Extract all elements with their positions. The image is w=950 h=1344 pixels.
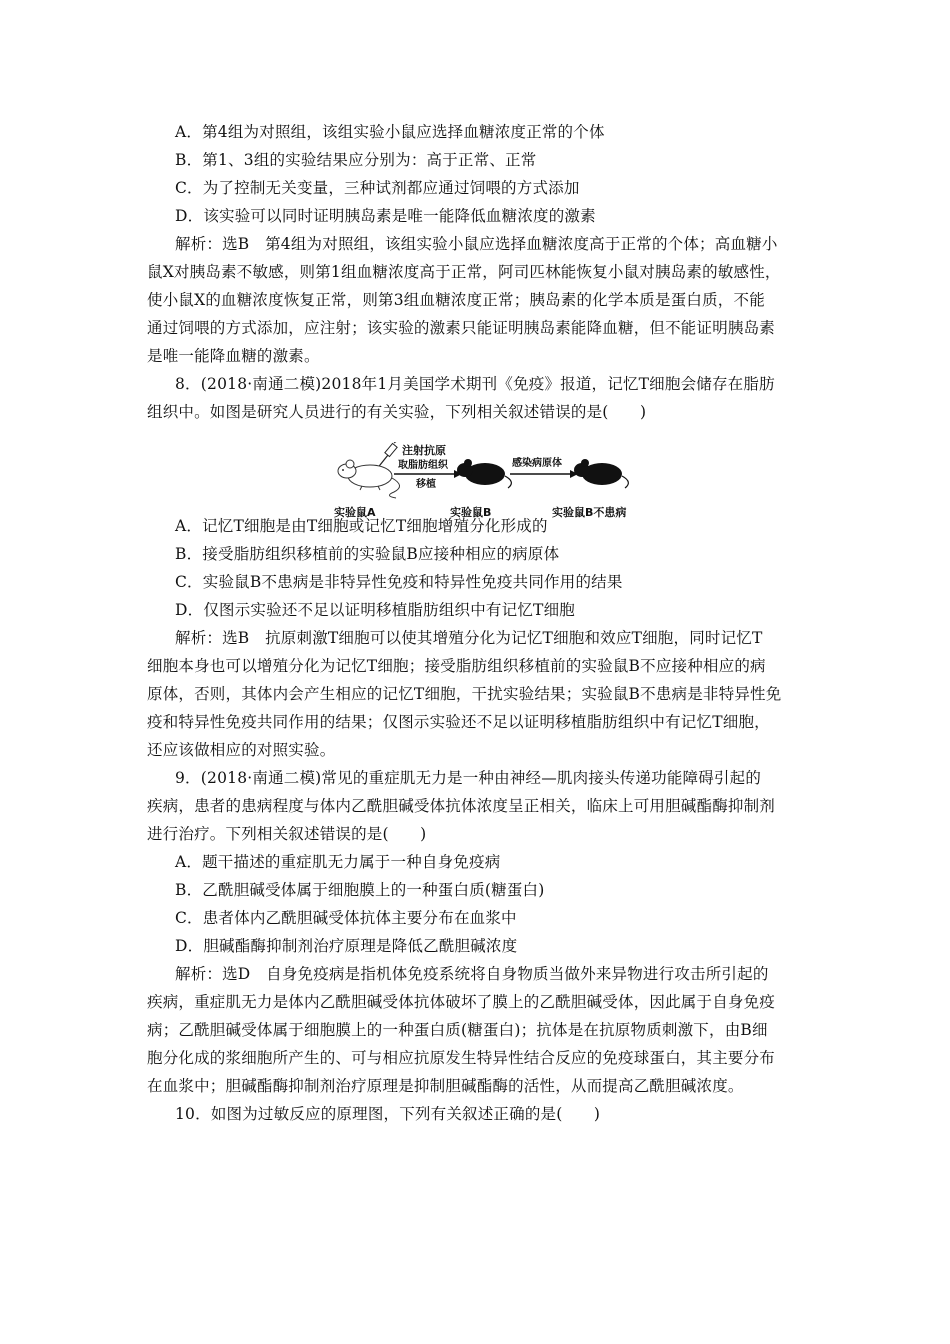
q7-analysis-line: 通过饲喂的方式添加，应注射；该实验的激素只能证明胰岛素能降血糖，但不能证明胰岛素 (147, 319, 776, 337)
q7-analysis-line: 使小鼠X的血糖浓度恢复正常，则第3组血糖浓度正常；胰岛素的化学本质是蛋白质，不能 (147, 291, 765, 309)
q8-option-a: A．记忆T细胞是由T细胞或记忆T细胞增殖分化形成的 (175, 517, 548, 535)
q9-option-c: C．患者体内乙酰胆碱受体抗体主要分布在血浆中 (175, 909, 517, 927)
q9-option-b: B．乙酰胆碱受体属于细胞膜上的一种蛋白质(糖蛋白) (175, 881, 545, 899)
q8-analysis-line: 疫和特异性免疫共同作用的结果；仅图示实验还不足以证明移植脂肪组织中有记忆T细胞， (147, 713, 770, 731)
q8-analysis-line: 解析：选B 抗原刺激T细胞可以使其增殖分化为记忆T细胞和效应T细胞，同时记忆T (175, 629, 763, 647)
q8-option-c: C．实验鼠B不患病是非特异性免疫和特异性免疫共同作用的结果 (175, 573, 623, 591)
q7-option-b: B．第1、3组的实验结果应分别为：高于正常、正常 (175, 151, 537, 169)
q9-analysis-line: 解析：选D 自身免疫病是指机体免疫系统将自身物质当做外来异物进行攻击所引起的 (175, 965, 769, 983)
q7-analysis-line: 解析：选B 第4组为对照组，该组实验小鼠应选择血糖浓度高于正常的个体；高血糖小 (175, 235, 778, 253)
q7-analysis-line: 是唯一能降血糖的激素。 (147, 347, 320, 365)
inject-label: 注射抗原 (402, 444, 446, 457)
q8-analysis-line: 还应该做相应的对照实验。 (147, 741, 336, 759)
q7-option-c: C．为了控制无关变量，三种试剂都应通过饲喂的方式添加 (175, 179, 580, 197)
q7-analysis-line: 鼠X对胰岛素不敏感，则第1组血糖浓度高于正常，阿司匹林能恢复小鼠对胰岛素的敏感性， (147, 263, 781, 281)
q7-option-d: D．该实验可以同时证明胰岛素是唯一能降低血糖浓度的激素 (175, 207, 596, 225)
black-mouse-icon (457, 459, 511, 488)
q7-option-a: A．第4组为对照组，该组实验小鼠应选择血糖浓度正常的个体 (175, 123, 605, 141)
transfer-label-top: 取脂肪组织 (398, 460, 448, 471)
q8-analysis-line: 细胞本身也可以增殖分化为记忆T细胞；接受脂肪组织移植前的实验鼠B不应接种相应的病 (147, 657, 766, 675)
q8-option-d: D．仅图示实验还不足以证明移植脂肪组织中有记忆T细胞 (175, 601, 575, 619)
q8-analysis-line: 原体，否则，其体内会产生相应的记忆T细胞，干扰实验结果；实验鼠B不患病是非特异性免 (147, 685, 782, 703)
black-mouse-icon (574, 459, 628, 488)
q9-stem-line: 进行治疗。下列相关叙述错误的是( ) (147, 825, 427, 843)
q9-stem-line: 疾病，患者的患病程度与体内乙酰胆碱受体抗体浓度呈正相关，临床上可用胆碱酯酶抑制剂 (147, 797, 776, 815)
white-mouse-icon (338, 460, 400, 498)
q9-analysis-line: 疾病，重症肌无力是体内乙酰胆碱受体抗体破坏了膜上的乙酰胆碱受体，因此属于自身免疫 (147, 993, 776, 1011)
q9-option-d: D．胆碱酯酶抑制剂治疗原理是降低乙酰胆碱浓度 (175, 937, 518, 955)
q9-stem-line: 9．(2018·南通二模)常见的重症肌无力是一种由神经—肌肉接头传递功能障碍引起的 (175, 769, 762, 787)
q8-stem-line: 8．(2018·南通二模)2018年1月美国学术期刊《免疫》报道，记忆T细胞会储存在脂肪 (175, 375, 775, 393)
q8-stem-line: 组织中。如图是研究人员进行的有关实验，下列相关叙述错误的是( ) (147, 403, 647, 421)
q9-analysis-line: 在血浆中；胆碱酯酶抑制剂治疗原理是抑制胆碱酯酶的活性，从而提高乙酰胆碱浓度。 (147, 1077, 744, 1095)
mouse-a-label: 实验鼠A (334, 506, 376, 519)
q9-analysis-line: 病；乙酰胆碱受体属于细胞膜上的一种蛋白质(糖蛋白)；抗体是在抗原物质刺激下，由B细 (147, 1021, 768, 1039)
infect-label: 感染病原体 (512, 458, 562, 469)
q9-analysis-line: 胞分化成的浆细胞所产生的、可与相应抗原发生特异性结合反应的免疫球蛋白，其主要分布 (147, 1049, 776, 1067)
q10-stem: 10．如图为过敏反应的原理图，下列有关叙述正确的是( ) (175, 1105, 601, 1123)
transfer-label-bottom: 移植 (416, 479, 436, 490)
q9-option-a: A．题干描述的重症肌无力属于一种自身免疫病 (175, 853, 501, 871)
mouse-b-label: 实验鼠B (450, 506, 492, 519)
q8-experiment-figure (330, 442, 650, 524)
mouse-b-result-label: 实验鼠B不患病 (552, 506, 627, 519)
q8-option-b: B．接受脂肪组织移植前的实验鼠B应接种相应的病原体 (175, 545, 560, 563)
